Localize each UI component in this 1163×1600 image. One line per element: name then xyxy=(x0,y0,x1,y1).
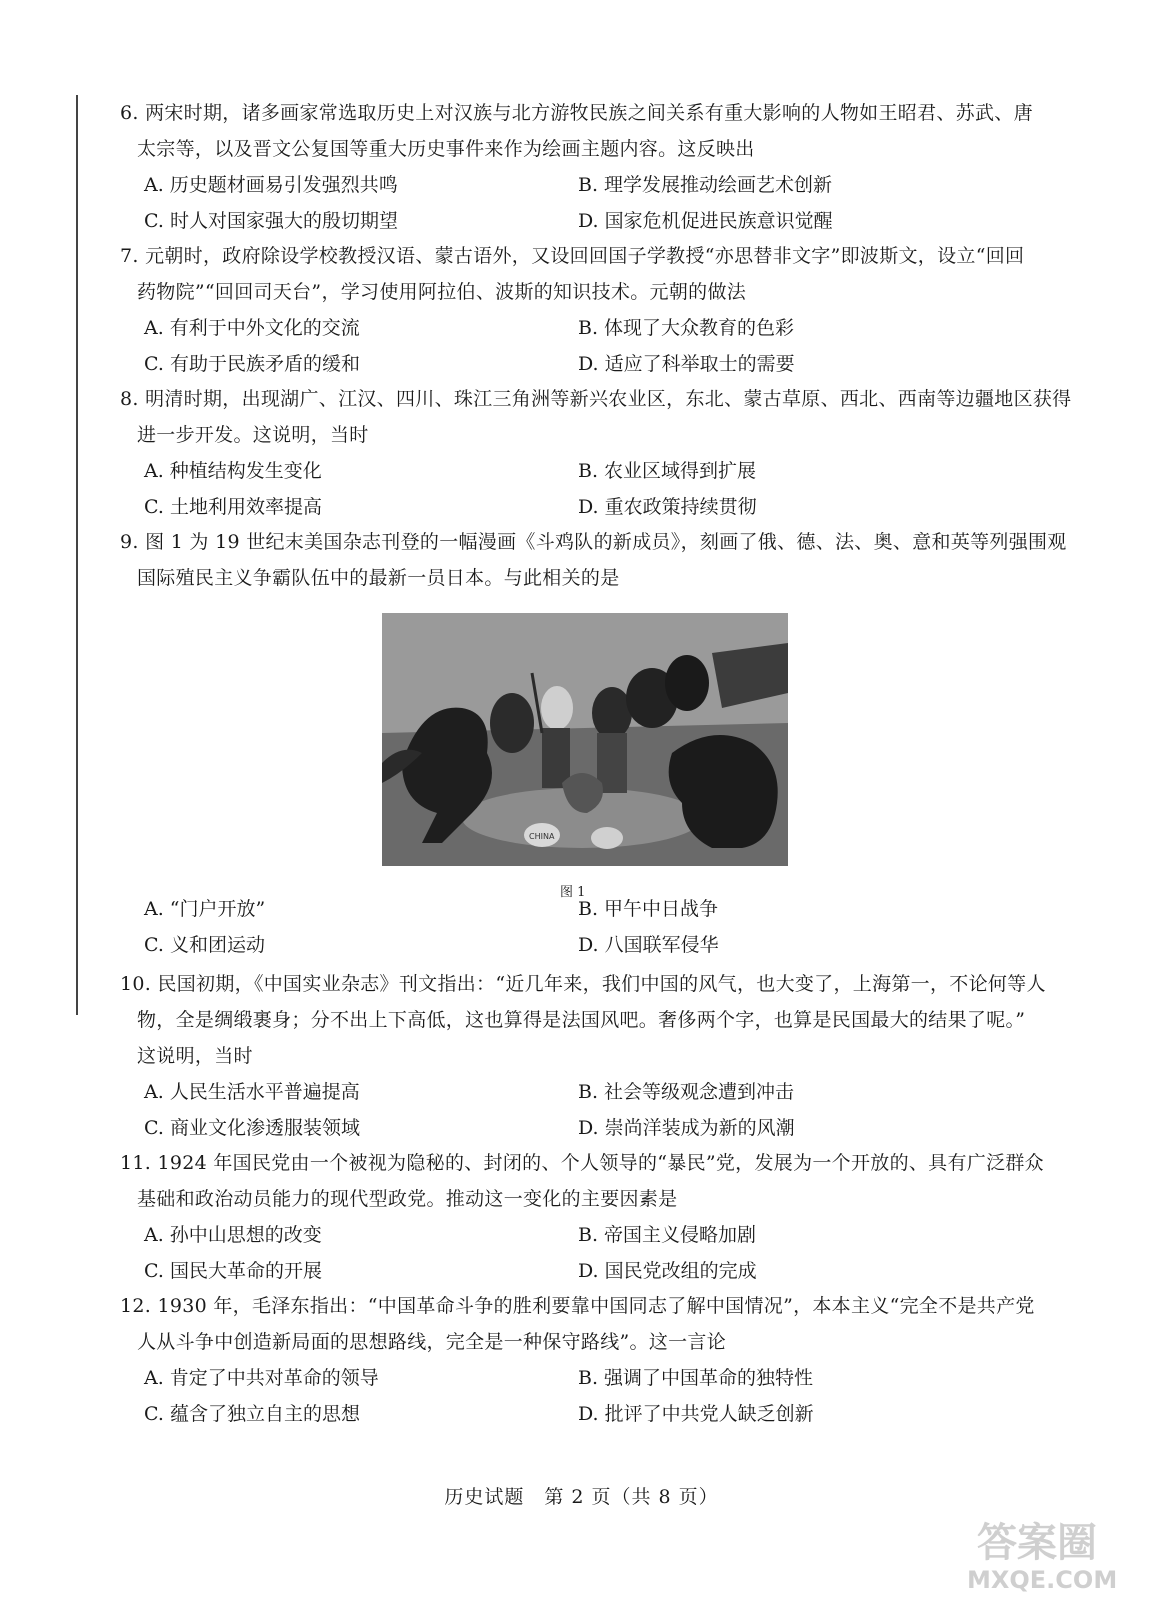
question-stem-line: 药物院”“回回司天台”，学习使用阿拉伯、波斯的知识技术。元朝的做法 xyxy=(137,281,747,303)
question-stem-line: 人从斗争中创造新局面的思想路线，完全是一种保守路线”。这一言论 xyxy=(137,1331,727,1353)
question-stem-line: 12. 1930 年，毛泽东指出：“中国革命斗争的胜利要靠中国同志了解中国情况”，本本主义“完全不是共产党 xyxy=(120,1295,1035,1317)
question-10 xyxy=(120,966,1046,1146)
figure-germany xyxy=(541,686,573,730)
watermark-main: 答案圈 xyxy=(977,1520,1097,1566)
figure-germany-body xyxy=(542,728,570,788)
option-b: B. 甲午中日战争 xyxy=(578,898,719,920)
option-a: A. 人民生活水平普遍提高 xyxy=(144,1081,360,1103)
question-8 xyxy=(120,381,1072,525)
question-stem-line: 太宗等，以及晋文公复国等重大历史事件来作为绘画主题内容。这反映出 xyxy=(137,138,755,160)
option-c: C. 有助于民族矛盾的缓和 xyxy=(144,353,360,375)
question-12 xyxy=(120,1288,1040,1432)
question-stem-line: 物，全是绸缎裹身；分不出上下高低，这也算得是法国风吧。奢侈两个字，也算是民国最大的结果了呢。” xyxy=(137,1009,1026,1031)
question-stem-line: 国际殖民主义争霸队伍中的最新一员日本。与此相关的是 xyxy=(137,567,620,589)
option-b: B. 农业区域得到扩展 xyxy=(578,460,757,482)
option-c: C. 国民大革命的开展 xyxy=(144,1260,322,1282)
watermark-url: MXQE.COM xyxy=(967,1566,1118,1594)
option-c: C. 义和团运动 xyxy=(144,934,265,956)
question-11 xyxy=(120,1145,1044,1289)
option-c: C. 蕴含了独立自主的思想 xyxy=(144,1403,360,1425)
option-d: D. 国民党改组的完成 xyxy=(578,1260,757,1282)
option-a: A. 肯定了中共对革命的领导 xyxy=(144,1367,379,1389)
option-c: C. 商业文化渗透服装领域 xyxy=(144,1117,360,1139)
question-stem-line: 这说明，当时 xyxy=(137,1045,253,1067)
option-d: D. 国家危机促进民族意识觉醒 xyxy=(578,210,833,232)
option-b: B. 理学发展推动绘画艺术创新 xyxy=(578,174,833,196)
option-b: B. 体现了大众教育的色彩 xyxy=(578,317,795,339)
option-b: B. 帝国主义侵略加剧 xyxy=(578,1224,757,1246)
question-stem-line: 8. 明清时期，出现湖广、江汉、四川、珠江三角洲等新兴农业区，东北、蒙古草原、西北、西南等边疆地区获得 xyxy=(120,388,1072,410)
options xyxy=(120,310,1040,382)
egg-second xyxy=(591,827,623,849)
margin-rule xyxy=(76,95,78,1015)
options xyxy=(120,1217,1040,1289)
question-6 xyxy=(120,95,1040,239)
option-d: D. 八国联军侵华 xyxy=(578,934,719,956)
option-b: B. 社会等级观念遭到冲击 xyxy=(578,1081,795,1103)
option-a: A. 种植结构发生变化 xyxy=(144,460,322,482)
cartoon-figure xyxy=(382,613,788,866)
option-a: A. “门户开放” xyxy=(144,898,266,920)
figure-france xyxy=(592,687,632,739)
question-stem-line: 基础和政治动员能力的现代型政党。推动这一变化的主要因素是 xyxy=(137,1188,678,1210)
figure-russia xyxy=(490,693,534,753)
option-a: A. 有利于中外文化的交流 xyxy=(144,317,360,339)
option-a: A. 历史题材画易引发强烈共鸣 xyxy=(144,174,398,196)
question-7 xyxy=(120,238,1040,382)
options xyxy=(120,1074,1040,1146)
page-footer: 历史试题 第 2 页（共 8 页） xyxy=(444,1486,719,1508)
option-d: D. 重农政策持续贯彻 xyxy=(578,496,757,518)
cartoon-illustration xyxy=(382,613,788,866)
options xyxy=(120,167,1040,239)
question-stem-line: 10. 民国初期，《中国实业杂志》刊文指出：“近几年来，我们中国的风气，也大变了，上海第一，不论何等人 xyxy=(120,973,1046,995)
options xyxy=(120,1360,1040,1432)
option-d: D. 适应了科举取士的需要 xyxy=(578,353,795,375)
question-stem-line: 11. 1924 年国民党由一个被视为隐秘的、封闭的、个人领导的“暴民”党，发展为一个开放的、具有广泛群众 xyxy=(120,1152,1044,1174)
figure-caption: 图 1 xyxy=(560,885,586,900)
egg-label: CHINA xyxy=(529,832,555,841)
option-c: C. 土地利用效率提高 xyxy=(144,496,322,518)
watermark-logo xyxy=(955,1508,1145,1594)
option-d: D. 批评了中共党人缺乏创新 xyxy=(578,1403,814,1425)
option-a: A. 孙中山思想的改变 xyxy=(144,1224,322,1246)
option-b: B. 强调了中国革命的独特性 xyxy=(578,1367,814,1389)
question-stem-line: 9. 图 1 为 19 世纪末美国杂志刊登的一幅漫画《斗鸡队的新成员》，刻画了俄、德、法、奥、意和英等列强围观 xyxy=(120,531,1067,553)
question-stem-line: 6. 两宋时期，诸多画家常选取历史上对汉族与北方游牧民族之间关系有重大影响的人物如王昭君、苏武、唐 xyxy=(120,102,1033,124)
question-9 xyxy=(120,524,1067,596)
question-stem-line: 进一步开发。这说明，当时 xyxy=(137,424,369,446)
question-stem-line: 7. 元朝时，政府除设学校教授汉语、蒙古语外，又设回回国子学教授“亦思替非文字”即波斯文，设立“回回 xyxy=(120,245,1025,267)
figure-italy xyxy=(665,655,709,711)
options xyxy=(120,891,1040,963)
question-9-options xyxy=(120,891,1040,963)
options xyxy=(120,453,1040,525)
option-d: D. 崇尚洋装成为新的风潮 xyxy=(578,1117,795,1139)
option-c: C. 时人对国家强大的殷切期望 xyxy=(144,210,398,232)
